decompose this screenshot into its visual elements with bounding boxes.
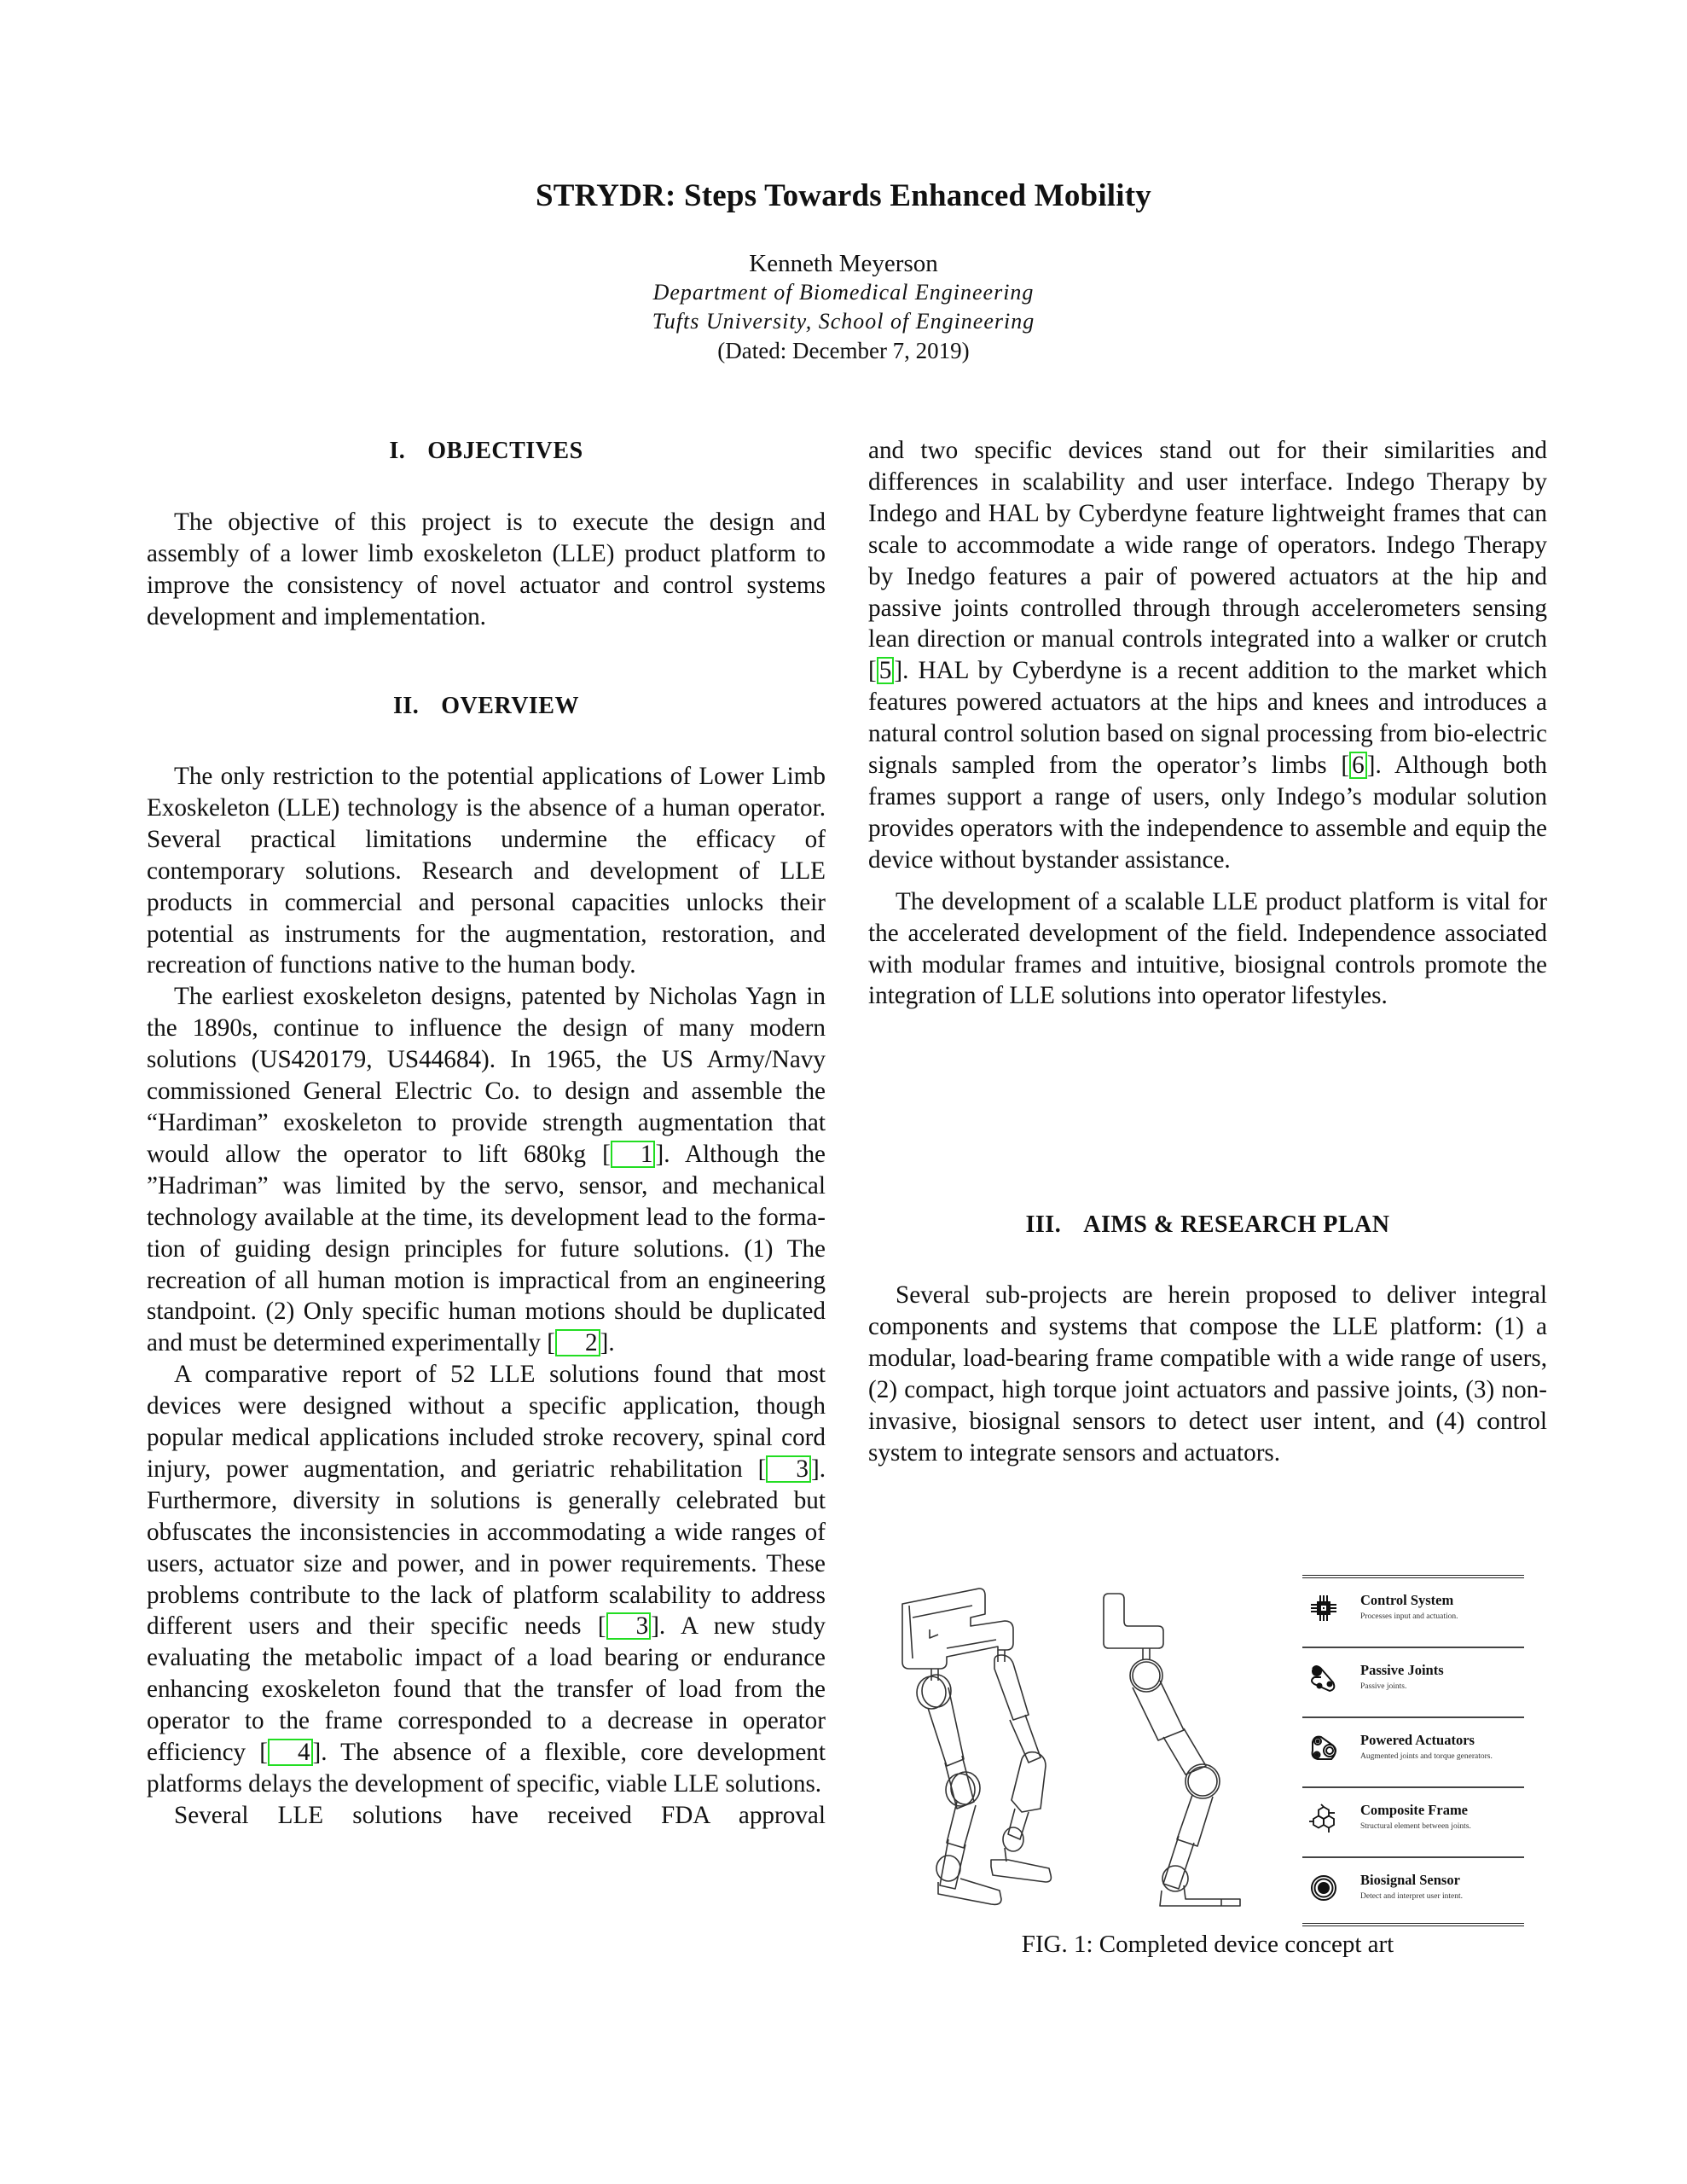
section-title: OVERVIEW bbox=[441, 693, 579, 719]
text-run: . Although both frames support a range of users, only Indego’s modular solution provides operators with the independence to assemble and equip the device without bystander assistance. bbox=[868, 752, 1547, 874]
legend-name: Control System bbox=[1360, 1592, 1454, 1608]
paragraph: Several LLE solutions have received FDA approval bbox=[174, 1801, 826, 1829]
legend-description: Detect and interpret user intent. bbox=[1360, 1892, 1464, 1901]
paragraph: The only restriction to the potential applications of Lower Limb Exoskeleton (LLE) technology is the absence of a human operator. Several practical limitations undermine the efficacy of contemporary solutions. Research and development of LLE products in commercial and personal capacities unlocks their potential as instruments for the augmentation, restoration, and recreation of functions native to the human body. bbox=[147, 763, 826, 979]
text-run: The earliest exoskeleton designs, patented by Nicholas Yagn in the 1890s, continue to influence the design of many modern solutions (US420179, US44684). In 1965, the US Army/Navy commissioned General Electric Co. to design and assemble the “Hardiman” exoskeleton to provide strength augmentation that would allow the operator to lift 680kg bbox=[147, 983, 826, 1168]
section-heading-objectives bbox=[147, 438, 826, 465]
citation-link[interactable]: 2 bbox=[555, 1329, 600, 1356]
text-run: . Furthermore, diversity in solutions is generally celebrated but obfuscates the inconsistencies in accommodating a wide ranges of users, actuator size and power, and in power requirements. These problems contribute to the lack of platform scalability to address different users and their specific needs bbox=[147, 1455, 826, 1641]
figure-legend bbox=[1302, 1575, 1524, 1926]
paragraph-continued: and two specific devices stand out for their similarities and differences in scalability and user interface. Indego Therapy by Indego and HAL by Cyberdyne feature lightweight frames that can scale to accommodate a wide range of operators. Indego Therapy by Inedgo features a pair of powered actuators at the hip and passive joints controlled through through accelerometers sensing lean direction or manual controls integrated into a walker or crutch [ 5 ]. HAL by Cyberdyne is a recent addition to the market which features powered actuators at the hips and knees and introduces a natural control solution based on signal processing from bio-electric signals sampled from the operator’s limbs [ 6 ]. Although both frames support a range of users, only Indego’s modular solution provides operators with the independence to assemble and equip the device without bystander assistance. bbox=[868, 437, 1547, 874]
legend-item-control-system bbox=[1302, 1578, 1524, 1647]
text-run: . The absence of a flexible, core development platforms delays the development of specific, viable LLE solutions. bbox=[147, 1739, 826, 1798]
section-number: III. bbox=[1025, 1211, 1062, 1238]
text-run: . bbox=[608, 1329, 615, 1357]
linkage-icon bbox=[1309, 1664, 1338, 1693]
author-institution: Tufts University, School of Engineering bbox=[652, 309, 1035, 334]
overview-body-right bbox=[868, 435, 1547, 1012]
paragraph: Several sub-projects are herein proposed to deliver integral components and systems that compose the LLE platform: (1) a modular, load-bearing frame compatible with a wide range of users, (2) compact, high torque joint actuators and passive joints, (3) non-invasive, biosignal sensors to detect user intent, and (4) control system to integrate sensors and actuators. bbox=[868, 1281, 1547, 1467]
gears-icon bbox=[1309, 1734, 1338, 1763]
legend-item-composite-frame bbox=[1302, 1788, 1524, 1856]
paragraph: A comparative report of 52 LLE solutions found that most devices were designed without a specific application, though popular medical applications included stroke recovery, spinal cord injury, power augmentation, and geriatric rehabilitation [ 3 ]. Furthermore, diversity in solutions is generally celebrated but obfuscates the inconsistencies in accommodating a wide ranges of users, actuator size and power, and in power requirements. These problems contribute to the lack of platform scalability to address different users and their specific needs [ 3 ]. A new study evaluating the metabolic impact of a load bearing or endurance enhancing exoskeleton found that the transfer of load from the operator to the frame corresponded to a decrease in operator efficiency [ 4 ]. The absence of a flexible, core development platforms delays the development of specific, viable LLE solutions. bbox=[147, 1361, 826, 1798]
legend-item-passive-joints bbox=[1302, 1648, 1524, 1716]
legend-name: Powered Actuators bbox=[1360, 1732, 1475, 1748]
paragraph: The objective of this project is to execute the design and assembly of a lower limb exoskeleton (LLE) product platform to improve the consistency of novel actuator and control systems development and implementation. bbox=[147, 508, 826, 630]
citation-link[interactable]: 3 bbox=[606, 1612, 652, 1640]
section-number: I. bbox=[389, 438, 406, 464]
text-run: A comparative report of 52 LLE solutions found that most devices were designed without a specific application, though popular medical applications included stroke recovery, spinal cord injury, power augmentation, and geriatric rehabilitation bbox=[147, 1361, 826, 1483]
author-name: Kenneth Meyerson bbox=[749, 250, 938, 277]
paragraph: The development of a scalable LLE product platform is vital for the accelerated development of the field. Independence associated with modular frames and intuitive, biosignal controls promote the integration of LLE solutions into operator lifestyles. bbox=[868, 887, 1547, 1010]
legend-item-biosignal-sensor bbox=[1302, 1858, 1524, 1926]
exoskeleton-concept-drawing bbox=[878, 1561, 1296, 1920]
citation-link[interactable]: 4 bbox=[268, 1739, 313, 1766]
exoskeleton-side-view bbox=[1104, 1594, 1240, 1906]
figure-caption: FIG. 1: Completed device concept art bbox=[1021, 1931, 1394, 1958]
author-department: Department of Biomedical Engineering bbox=[652, 280, 1035, 305]
text-run: . A new study evaluating the metabolic impact of a load bearing or endurance enhancing exoskeleton found that the transfer of load from the operator to the frame corresponded to a decrease in operator efficiency bbox=[147, 1612, 826, 1767]
paper-title: STRYDR: Steps Towards Enhanced Mobility bbox=[536, 178, 1151, 213]
legend-name: Biosignal Sensor bbox=[1360, 1872, 1460, 1888]
section-title: OBJECTIVES bbox=[427, 438, 583, 464]
text-run: . Although the ”Hadriman” was limited by the servo, sensor, and mechanical technology available at the time, its development lead to the formation of guiding design principles for future solutions. (1) The recreation of all human motion is impractical from an engineering standpoint. (2) Only specific human motions should be duplicated and must be determined experimentally bbox=[147, 1140, 826, 1357]
legend-item-powered-actuators bbox=[1302, 1718, 1524, 1786]
text-run: . HAL by Cyberdyne is a recent addition to the market which features powered actuators at the hips and knees and introduces a natural control solution based on signal processing from bio-electric signals sampled from the operator’s limbs bbox=[868, 657, 1547, 780]
legend-name: Passive Joints bbox=[1360, 1662, 1444, 1678]
legend-bottom-rule bbox=[1302, 1923, 1524, 1926]
citation-link[interactable]: 1 bbox=[611, 1141, 656, 1168]
chip-icon bbox=[1309, 1594, 1338, 1623]
objectives-body bbox=[147, 507, 826, 633]
legend-description: Structural element between joints. bbox=[1360, 1822, 1471, 1831]
section-title: AIMS & RESEARCH PLAN bbox=[1083, 1211, 1390, 1238]
legend-description: Processes input and actuation. bbox=[1360, 1612, 1458, 1621]
citation-link[interactable]: 3 bbox=[766, 1455, 811, 1483]
section-heading-aims bbox=[868, 1211, 1547, 1239]
text-run: and two specific devices stand out for their similarities and differences in scalability and user interface. Indego Therapy by Indego and HAL by Cyberdyne feature lightweight frames that can scale to accommodate a wide range of operators. Indego Therapy by Inedgo features a pair of powered actuators at the hip and passive joints controlled through through accelerometers sensing lean direction or manual controls integrated into a walker or crutch bbox=[868, 437, 1547, 653]
exoskeleton-3q-view bbox=[902, 1589, 1051, 1904]
section-heading-overview bbox=[147, 693, 826, 720]
aims-body bbox=[868, 1280, 1547, 1468]
legend-name: Composite Frame bbox=[1360, 1802, 1469, 1818]
overview-body-left bbox=[147, 761, 826, 1832]
section-number: II. bbox=[392, 693, 420, 719]
legend-description: Augmented joints and torque generators. bbox=[1360, 1752, 1493, 1761]
date-line: (Dated: December 7, 2019) bbox=[717, 338, 970, 363]
citation-link[interactable]: 6 bbox=[1349, 752, 1367, 779]
target-sensor-icon bbox=[1309, 1873, 1338, 1902]
paragraph: The earliest exoskeleton designs, patented by Nicholas Yagn in the 1890s, continue to influence the design of many modern solutions (US420179, US44684). In 1965, the US Army/Navy commissioned General Electric Co. to design and assemble the “Hardiman” exoskeleton to provide strength augmentation that would allow the operator to lift 680kg [ 1 ]. Although the ”Hadriman” was limited by the servo, sensor, and mechanical technology available at the time, its development lead to the formation of guiding design principles for future solutions. (1) The recreation of all human motion is impractical from an engineering standpoint. (2) Only specific human motions should be duplicated and must be determined experimentally [ 2 ]. bbox=[147, 983, 826, 1357]
citation-link[interactable]: 5 bbox=[877, 657, 895, 684]
hexagon-frame-icon bbox=[1309, 1804, 1338, 1833]
legend-description: Passive joints. bbox=[1360, 1682, 1407, 1691]
